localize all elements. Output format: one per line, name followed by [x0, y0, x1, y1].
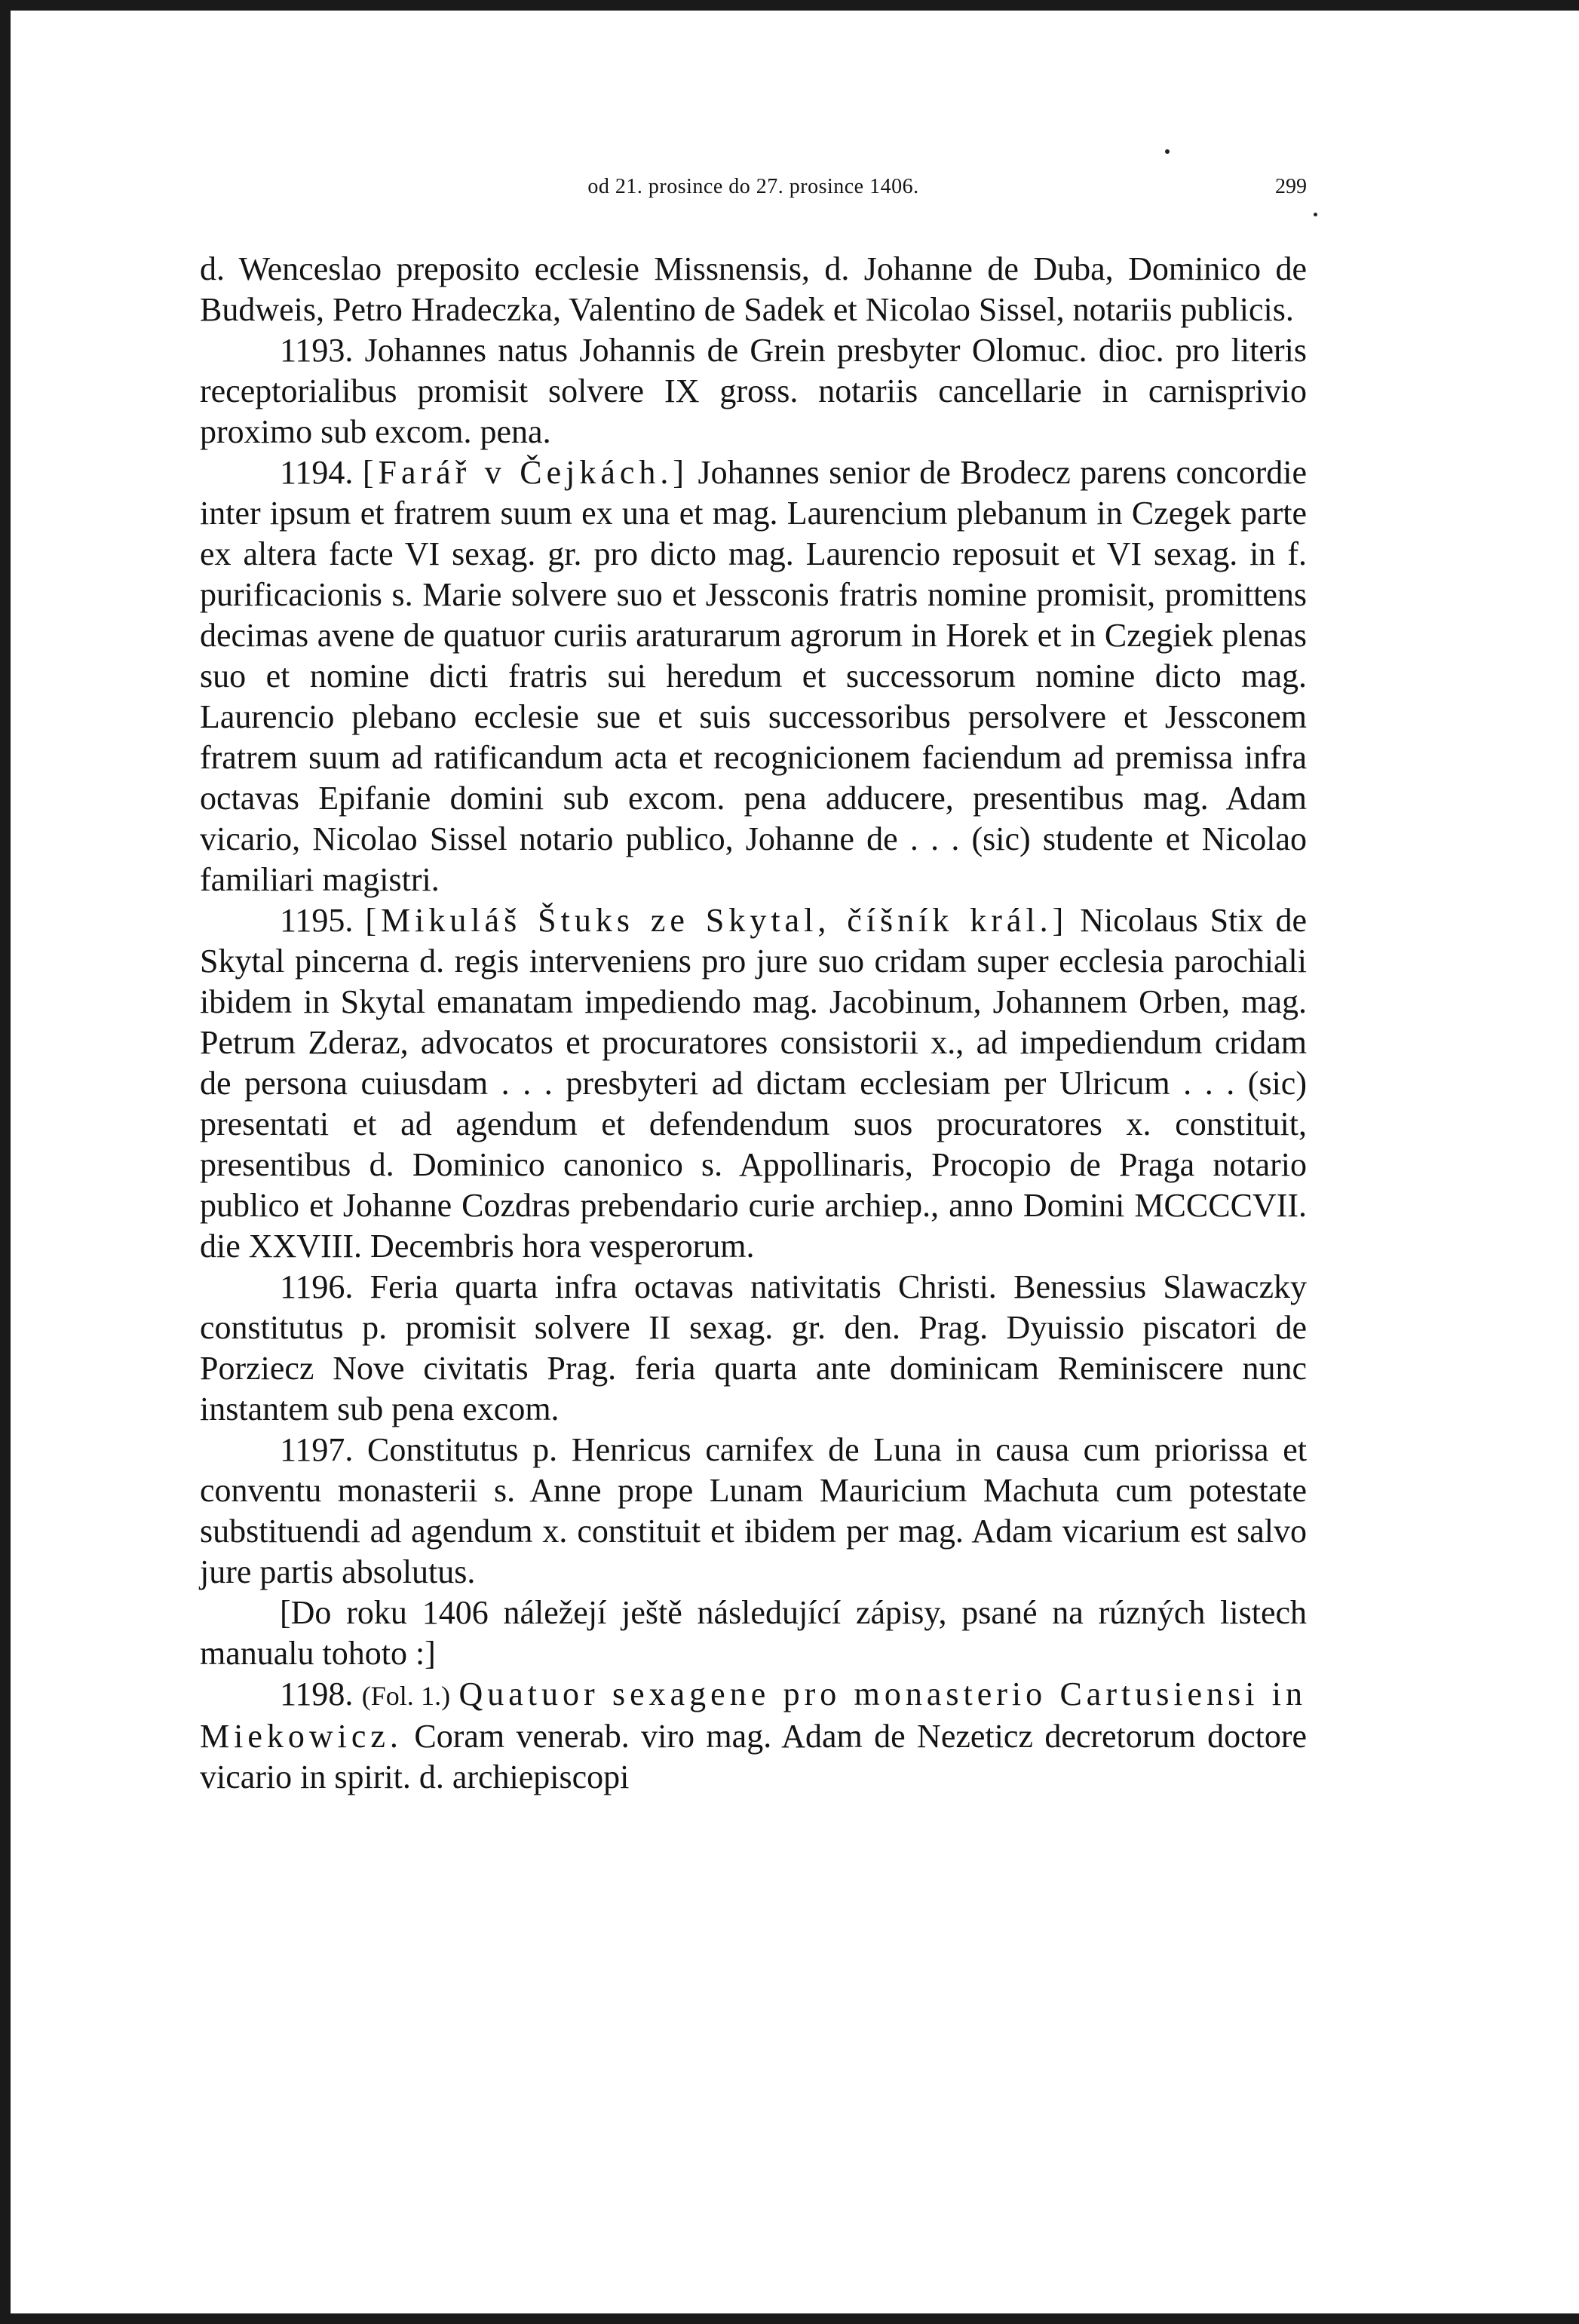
paragraph-text: Johannes senior de Brodecz parens concordie inter ipsum et fratrem suum ex una et mag. Laurencium plebanum in Czegek parte ex altera facte VI sexag. gr. pro dicto mag. Laurencio reposuit et VI sexag. in f. purificacionis s. Marie solvere suo et Jessconis fratris nomine promisit, promittens decimas avene de quatuor curiis araturarum agrorum in Horek et in Czegiek plenas suo et nomine dicti fratris sui heredum et successorum nomine dicto mag. Laurencio plebano ecclesie sue et suis successoribus persolvere et Jessconem fratrem suum ad ratificandum acta et recognicionem faciendum ad premissa infra octavas Epifanie domini sub excom. pena adducere, presentibus mag. Adam vicario, Nicolao Sissel notario publico, Johanne de . . . (sic) studente et Nicolao familiari magistri.: [200, 454, 1307, 898]
print-speck: [1314, 213, 1317, 216]
entry-number: 1195.: [280, 902, 354, 939]
entry-1196: [200, 1267, 1307, 1430]
entry-1198: [200, 1674, 1307, 1798]
paragraph-text: 1197. Constitutus p. Henricus carnifex de Luna in causa cum priorissa et conventu monasterii s. Anne prope Lunam Mauricium Machuta cum potestate substituendi ad agendum x. constituit et ibidem per mag. Adam vicarium est salvo jure partis absolutus.: [200, 1431, 1307, 1590]
paragraph-text: 1193. Johannes natus Johannis de Grein presbyter Olomuc. dioc. pro literis receptorialibus promisit solvere IX gross. notariis cancellarie in carnisprivio proximo sub excom. pena.: [200, 332, 1307, 450]
running-title: od 21. prosince do 27. prosince 1406.: [587, 175, 919, 198]
entry-1197: [200, 1430, 1307, 1593]
entry-heading: [Farář v Čejkách.]: [362, 454, 689, 491]
scan-border-bottom: [0, 2313, 1579, 2324]
paragraph-text: Coram venerab. viro mag. Adam de Nezeticz decretorum doctore vicario in spirit. d. archiepiscopi: [200, 1718, 1307, 1795]
entry-1195: [200, 900, 1307, 1267]
paragraph-text: d. Wenceslao preposito ecclesie Missnensis, d. Johanne de Duba, Dominico de Budweis, Petro Hradeczka, Valentino de Sadek et Nicolao Sissel, notariis publicis.: [200, 250, 1307, 328]
folio-reference: (Fol. 1.): [361, 1681, 451, 1711]
page-header: [200, 175, 1307, 205]
entry-number: 1198.: [280, 1676, 354, 1712]
paragraph-text: Nicolaus Stix de Skytal pincerna d. regis interveniens pro jure suo cridam super ecclesia parochiali ibidem in Skytal emanatam impediendo mag. Jacobinum, Johannem Orben, mag. Petrum Zderaz, advocatos et procuratores consistorii x., ad impediendum cridam de persona cuiusdam . . . presbyteri ad dictam ecclesiam per Ulricum . . . (sic) presentati et ad agendum et defendendum suos procuratores x. constituit, presentibus d. Dominico canonico s. Appollinaris, Procopio de Praga notario publico et Johanne Cozdras prebendario curie archiep., anno Domini MCCCCVII. die XXVIII. Decembris hora vesperorum.: [200, 902, 1308, 1265]
scan-border-left: [0, 0, 11, 2324]
entry-1193: [200, 330, 1307, 452]
entry-number: 1194.: [280, 454, 354, 491]
paragraph-continuation: [200, 249, 1307, 330]
print-speck: [1165, 149, 1170, 154]
scan-border-top: [0, 0, 1579, 11]
page-number: 299: [1275, 175, 1307, 198]
entry-1194: [200, 452, 1307, 900]
entry-heading: Quatuor sexagene pro monasterio Cartusiensi in Miekowicz.: [200, 1676, 1308, 1755]
paragraph-text: 1196. Feria quarta infra octavas nativitatis Christi. Benessius Slawaczky constitutus p. promisit solvere II sexag. gr. den. Prag. Dyuissio piscatori de Porziecz Nove civitatis Prag. feria quarta ante dominicam Reminiscere nunc instantem sub pena excom.: [200, 1268, 1307, 1427]
entry-heading: [Mikuláš Štuks ze Skytal, číšník král.]: [365, 902, 1069, 939]
document-body: [200, 249, 1307, 1798]
editorial-note: [200, 1593, 1307, 1674]
paragraph-text: [Do roku 1406 náležejí ještě následující zápisy, psané na rúzných listech manualu tohoto :]: [200, 1594, 1307, 1672]
